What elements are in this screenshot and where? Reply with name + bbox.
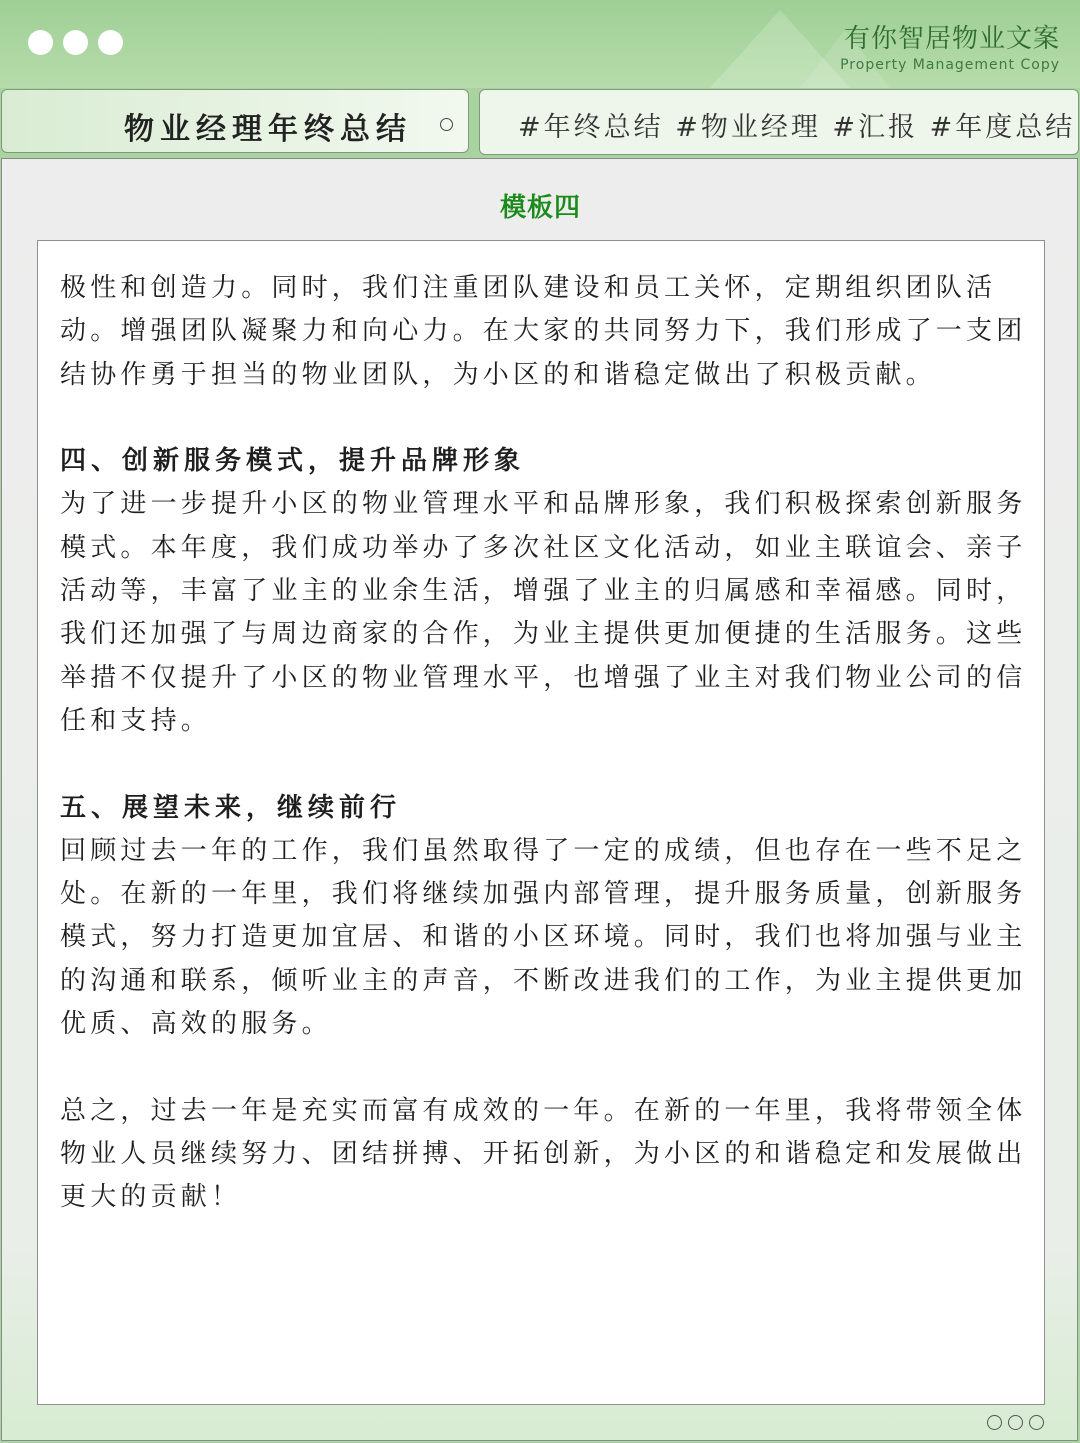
- page-dot-icon: [987, 1415, 1002, 1430]
- window-dots: [28, 30, 123, 55]
- dot-icon: [28, 30, 53, 55]
- document-body: [60, 267, 1030, 1220]
- document-card: [37, 240, 1045, 1405]
- page-dot-icon: [1029, 1415, 1044, 1430]
- paragraph-team: 极性和创造力。同时，我们注重团队建设和员工关怀，定期组织团队活动。增强团队凝聚力和向心力。在大家的共同努力下，我们形成了一支团结协作勇于担当的物业团队，为小区的和谐稳定做出了积极贡献。: [60, 273, 1027, 390]
- dot-icon: [98, 30, 123, 55]
- circle-icon: [440, 118, 453, 131]
- paragraph-summary: 总之，过去一年是充实而富有成效的一年。在新的一年里，我将带领全体物业人员继续努力、团结拼搏、开拓创新，为小区的和谐稳定和发展做出更大的贡献！: [60, 1095, 1027, 1213]
- template-label: 模板四: [499, 193, 581, 223]
- dot-icon: [63, 30, 88, 55]
- content-panel: [1, 158, 1078, 1441]
- pagination-dots: [987, 1415, 1044, 1430]
- tags-bar: [479, 89, 1079, 155]
- paragraph-innovation: 为了进一步提升小区的物业管理水平和品牌形象，我们积极探索创新服务模式。本年度，我们成功举办了多次社区文化活动，如业主联谊会、亲子活动等，丰富了业主的业余生活，增强了业主的归属感和幸福感。同时，我们还加强了与周边商家的合作，为业主提供更加便捷的生活服务。这些举措不仅提升了小区的物业管理水平，也增强了业主对我们物业公司的信任和支持。: [60, 489, 1027, 736]
- page-title: 物业经理年终总结: [124, 112, 412, 147]
- title-tab[interactable]: [1, 89, 469, 153]
- brand-title: 有你智居物业文案: [843, 24, 1060, 54]
- page-dot-icon: [1008, 1415, 1023, 1430]
- paragraph-outlook: 回顾过去一年的工作，我们虽然取得了一定的成绩，但也存在一些不足之处。在新的一年里，我们将继续加强内部管理，提升服务质量，创新服务模式，努力打造更加宜居、和谐的小区环境。同时，我们也将加强与业主的沟通和联系，倾听业主的声音，不断改进我们的工作，为业主提供更加优质、高效的服务。: [60, 835, 1027, 1040]
- hashtags: #年终总结 #物业经理 #汇报 #年度总结: [518, 112, 1076, 143]
- section-heading-4: 四、创新服务模式，提升品牌形象: [60, 446, 526, 477]
- brand: [840, 18, 1060, 73]
- header-banner: [0, 0, 1080, 88]
- section-heading-5: 五、展望未来，继续前行: [60, 792, 402, 823]
- brand-subtitle: Property Management Copy: [840, 57, 1060, 73]
